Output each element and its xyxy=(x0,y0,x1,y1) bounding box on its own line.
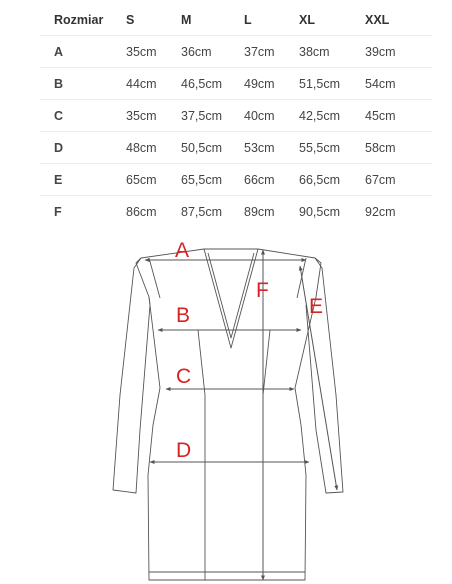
table-cell: 39cm xyxy=(365,36,432,68)
label-f: F xyxy=(256,279,269,302)
header-size: Rozmiar xyxy=(40,4,126,36)
label-e: E xyxy=(309,295,324,318)
table-cell: 40cm xyxy=(244,100,299,132)
table-cell: 92cm xyxy=(365,204,396,219)
row-label: B xyxy=(40,68,126,100)
table-cell: 53cm xyxy=(244,132,299,164)
table-cell: 46,5cm xyxy=(181,68,244,100)
table-cell: 49cm xyxy=(244,68,299,100)
row-label: C xyxy=(40,100,126,132)
table-cell: 35cm xyxy=(126,36,181,68)
table-cell: 36cm xyxy=(181,36,244,68)
table-cell: 51,5cm xyxy=(299,68,365,100)
row-label: D xyxy=(40,132,126,164)
table-cell: 45cm xyxy=(365,100,432,132)
table-cell: 44cm xyxy=(126,68,181,100)
table-cell: 55,5cm xyxy=(299,132,365,164)
table-cell: 58cm xyxy=(365,132,432,164)
table-cell: 67cm xyxy=(365,164,432,196)
table-cell: 37,5cm xyxy=(181,100,244,132)
table-cell: 42,5cm xyxy=(299,100,365,132)
header-l: L xyxy=(244,4,299,36)
table-cell: 48cm xyxy=(126,132,181,164)
header-xl: XL xyxy=(299,4,365,36)
label-d: D xyxy=(176,439,192,462)
label-c: C xyxy=(176,365,192,388)
label-b: B xyxy=(176,304,191,327)
table-cell: 90,5cm xyxy=(299,204,340,219)
table-cell: 50,5cm xyxy=(181,132,244,164)
header-xxl: XXL xyxy=(365,4,432,36)
row-label: F xyxy=(54,204,62,219)
row-label: A xyxy=(40,36,126,68)
row-label: E xyxy=(40,164,126,196)
header-s: S xyxy=(126,4,181,36)
header-m: M xyxy=(181,4,244,36)
label-a: A xyxy=(175,239,190,262)
table-cell: 86cm xyxy=(126,204,157,219)
table-cell: 35cm xyxy=(126,100,181,132)
table-cell: 38cm xyxy=(299,36,365,68)
table-cell: 65cm xyxy=(126,164,181,196)
table-cell: 87,5cm xyxy=(181,204,222,219)
table-cell: 54cm xyxy=(365,68,432,100)
table-cell: 66cm xyxy=(244,164,299,196)
table-cell: 37cm xyxy=(244,36,299,68)
table-cell: 66,5cm xyxy=(299,164,365,196)
table-cell: 65,5cm xyxy=(181,164,244,196)
table-cell: 89cm xyxy=(244,204,275,219)
